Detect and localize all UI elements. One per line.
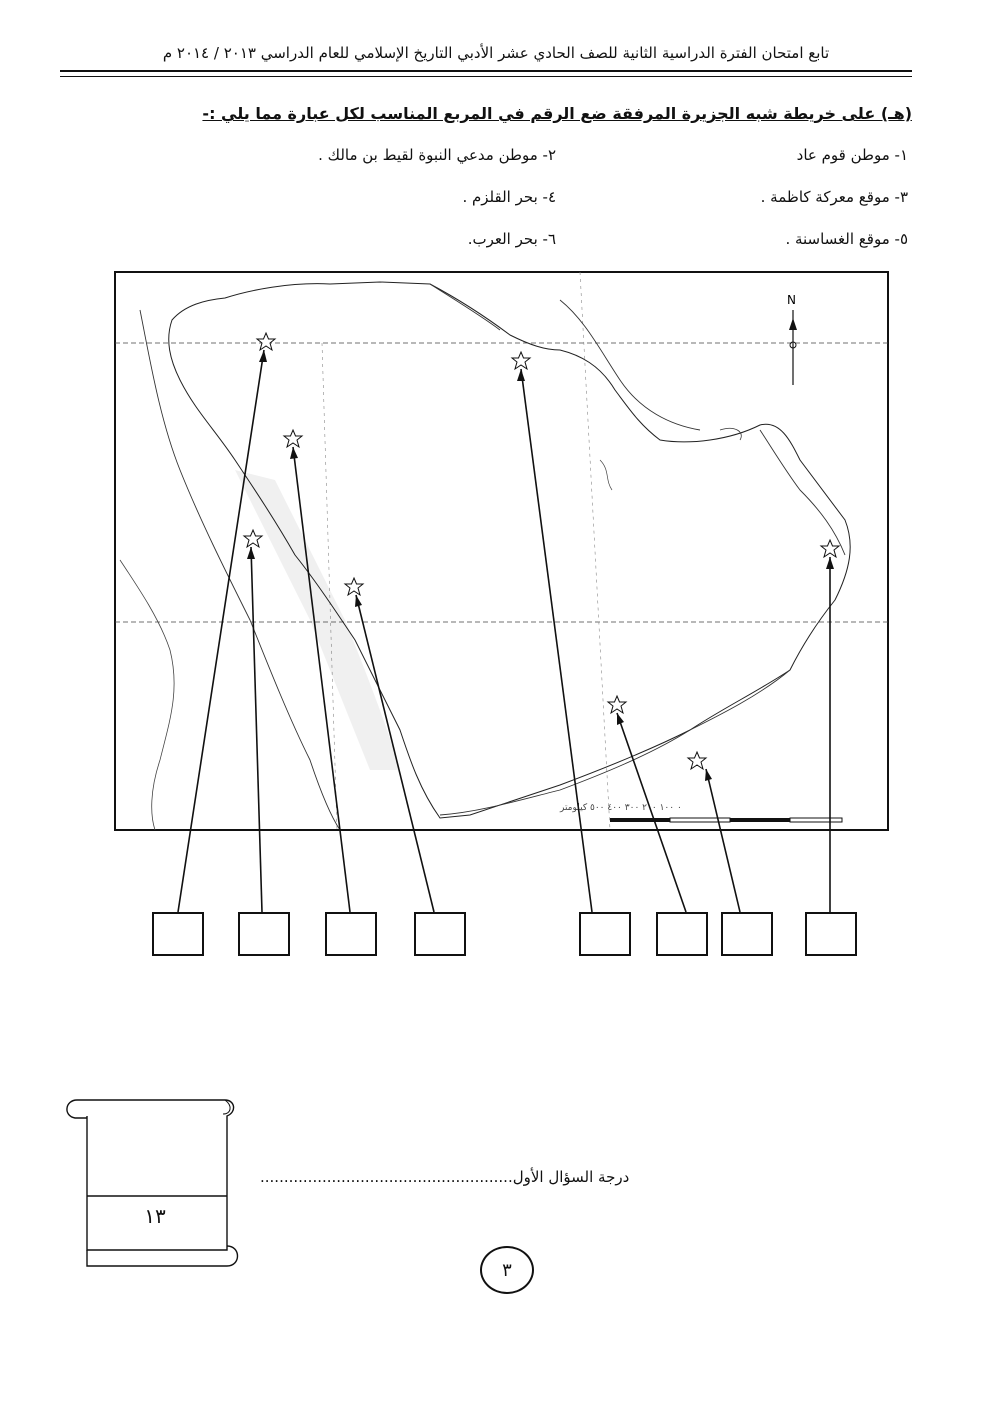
item-4: ٤- بحر القلزم . bbox=[462, 188, 556, 206]
answer-box-4[interactable] bbox=[414, 912, 466, 956]
star-outline-icon bbox=[688, 752, 706, 769]
map-frame bbox=[115, 272, 888, 830]
item-5: ٥- موقع الغساسنة . bbox=[785, 230, 908, 248]
star-outline-icon bbox=[345, 578, 363, 595]
africa-coast bbox=[120, 560, 174, 830]
arrowhead-icon bbox=[355, 595, 362, 607]
gulf-coast bbox=[430, 284, 700, 430]
oman-coast bbox=[760, 430, 845, 555]
question-instruction: (هـ) على خريطة شبه الجزيرة المرفقة ضع الرقم في المربع المناسب لكل عبارة مما يلي :- bbox=[202, 104, 912, 123]
exam-header-title: تابع امتحان الفترة الدراسية الثانية للصف الحادي عشر الأدبي التاريخ الإسلامي للعام الدراسي ٢٠١٣ / ٢٠١٤ م bbox=[162, 44, 830, 62]
north-label: N bbox=[787, 293, 796, 307]
pointer-line bbox=[178, 350, 264, 912]
star-outline-icon bbox=[512, 352, 530, 369]
grade-label: درجة السؤال الأول..................................................... bbox=[260, 1168, 630, 1186]
page-number: ٣ bbox=[480, 1246, 534, 1294]
pointer-line bbox=[251, 547, 262, 912]
answer-box-6[interactable] bbox=[656, 912, 708, 956]
scale-label: ٠ ١٠٠ ٢٠٠ ٣٠٠ ٤٠٠ ٥٠٠ كيلومتر bbox=[560, 803, 682, 813]
answer-box-5[interactable] bbox=[579, 912, 631, 956]
star-outline-icon bbox=[821, 540, 839, 557]
pointer-line bbox=[706, 769, 740, 912]
tihama-region bbox=[235, 470, 400, 770]
grid-line bbox=[580, 272, 610, 830]
item-2: ٢- موطن مدعي النبوة لقيط بن مالك . bbox=[318, 146, 556, 164]
answer-box-8[interactable] bbox=[805, 912, 857, 956]
qatar-outline bbox=[600, 460, 612, 490]
arrowhead-icon bbox=[826, 557, 834, 569]
answer-box-7[interactable] bbox=[721, 912, 773, 956]
arrowhead-icon bbox=[247, 547, 255, 559]
item-1: ١- موطن قوم عاد bbox=[796, 146, 908, 164]
north-arrow-icon bbox=[789, 310, 797, 385]
item-6: ٦- بحر العرب. bbox=[467, 230, 556, 248]
question-score: ١٣ bbox=[144, 1204, 166, 1228]
item-3: ٣- موقع معركة كاظمة . bbox=[760, 188, 908, 206]
star-outline-icon bbox=[284, 430, 302, 447]
star-outline-icon bbox=[257, 333, 275, 350]
arrowhead-icon bbox=[617, 713, 624, 725]
answer-box-2[interactable] bbox=[238, 912, 290, 956]
arrowhead-icon bbox=[705, 769, 712, 781]
answer-box-3[interactable] bbox=[325, 912, 377, 956]
southern-coast bbox=[440, 670, 790, 815]
star-outline-icon bbox=[244, 530, 262, 547]
scale-bar bbox=[610, 818, 842, 822]
star-outline-icon bbox=[608, 696, 626, 713]
score-scroll bbox=[55, 1090, 245, 1280]
arrowhead-icon bbox=[517, 369, 525, 381]
answer-box-1[interactable] bbox=[152, 912, 204, 956]
peninsula-coastline bbox=[169, 282, 850, 818]
